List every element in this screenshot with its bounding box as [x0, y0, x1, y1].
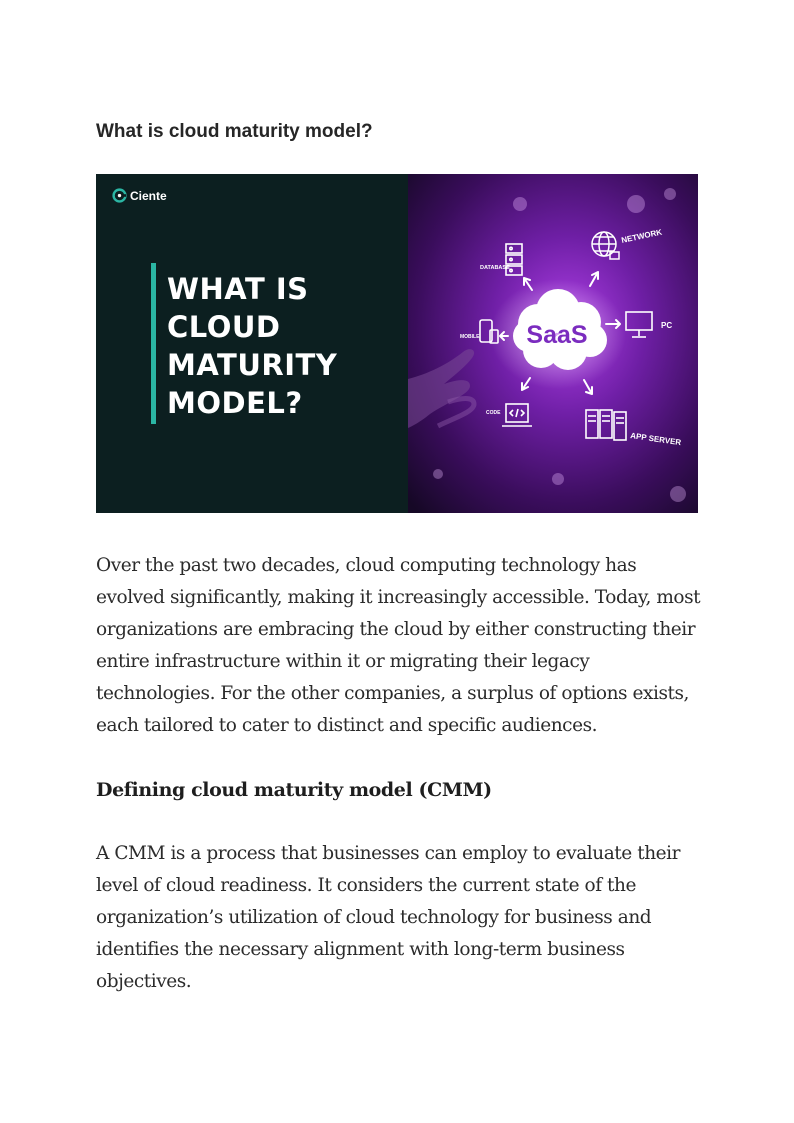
cmm-definition-paragraph: A CMM is a process that businesses can employ to evaluate their level of cloud readiness. It considers the current state of the organization’s utilization of cloud technology for business and identifies the necessary alignment with long-term business objectives.	[96, 843, 681, 992]
ciente-logo	[112, 188, 167, 203]
network-label: NETWORK	[620, 227, 663, 245]
banner-heading	[167, 270, 337, 422]
section-heading-cmm: Defining cloud maturity model (CMM)	[96, 779, 492, 801]
logo-text: Ciente	[130, 188, 167, 203]
database-label: DATABASE	[480, 265, 510, 271]
saas-illustration	[408, 174, 698, 513]
page-title: What is cloud maturity model?	[96, 121, 373, 142]
pc-label: PC	[661, 321, 673, 330]
saas-label: SaaS	[526, 321, 588, 349]
accent-bar	[151, 263, 156, 424]
mobile-label: MOBILE	[460, 334, 480, 340]
intro-paragraph: Over the past two decades, cloud computing technology has evolved significantly, making it increasingly accessible. Today, most organizations are embracing the cloud by either constructing their entire infrastructure within it or migrating their legacy technologies. For the other companies, a surplus of options exists, each tailored to cater to distinct and specific audiences.	[96, 555, 701, 736]
banner-heading-line: CLOUD	[167, 310, 281, 344]
banner-text-panel	[96, 174, 408, 513]
code-label: CODE	[486, 410, 501, 416]
app-server-label: APP SERVER	[629, 431, 682, 448]
feature-banner-image	[96, 174, 698, 513]
ciente-logo-icon	[112, 188, 127, 203]
banner-heading-line: MODEL?	[167, 386, 303, 420]
saas-diagram	[408, 174, 698, 513]
banner-heading-line: MATURITY	[167, 348, 338, 382]
banner-heading-line: WHAT IS	[167, 272, 309, 306]
